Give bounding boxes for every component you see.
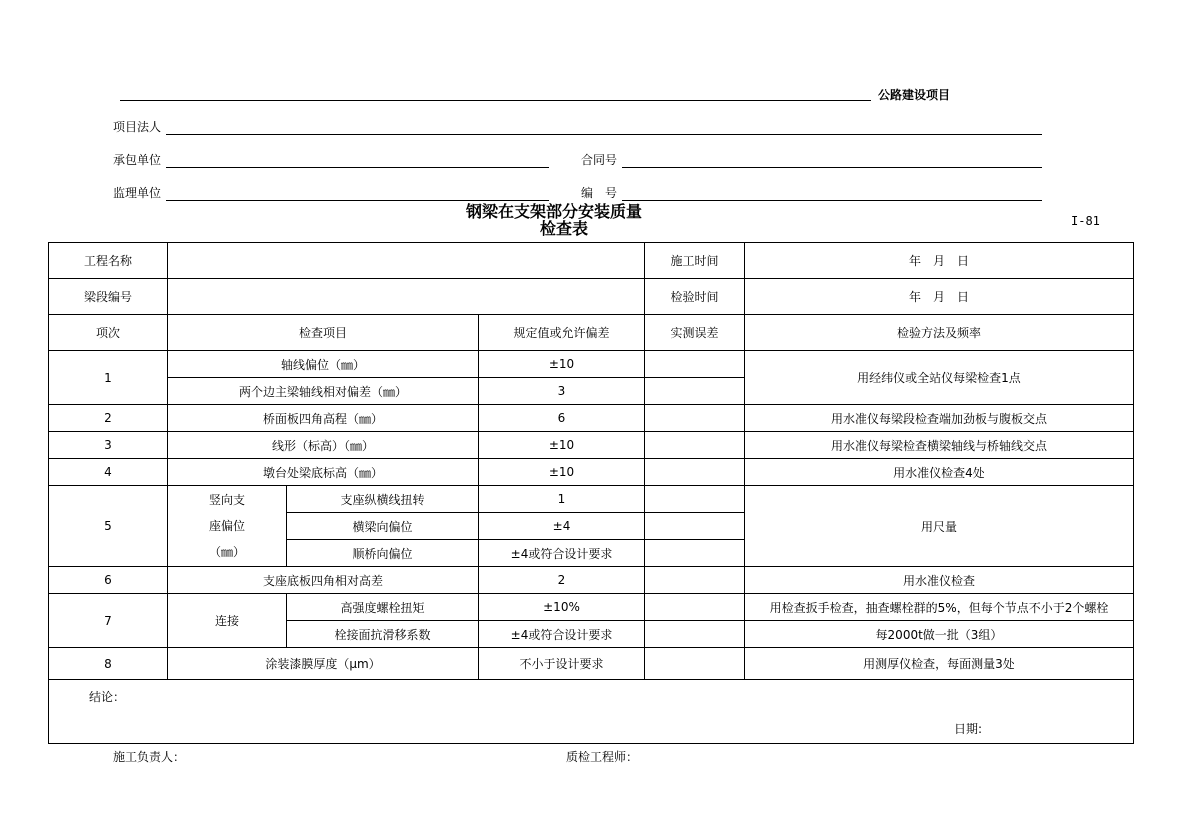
spec-value: 6 xyxy=(479,405,645,432)
project-name-line xyxy=(120,100,871,101)
table-row xyxy=(49,279,1134,315)
header-method: 检验方法及频率 xyxy=(745,315,1134,351)
group-label-line3: （㎜） xyxy=(208,545,245,559)
header-item-no: 项次 xyxy=(49,315,168,351)
inspection-time-value[interactable]: 年 月 日 xyxy=(745,279,1134,315)
date-label: 日期: xyxy=(954,722,983,736)
check-item: 轴线偏位（㎜） xyxy=(168,351,479,378)
check-item: 支座底板四角相对高差 xyxy=(168,567,479,594)
table-row xyxy=(49,567,1134,594)
method-cell: 用水准仪每梁检查横梁轴线与桥轴线交点 xyxy=(745,432,1134,459)
measured-cell[interactable] xyxy=(645,648,745,680)
owner-field[interactable] xyxy=(166,134,1042,135)
check-item: 两个边主梁轴线相对偏差（㎜） xyxy=(168,378,479,405)
method-cell: 用检查扳手检查，抽查螺栓群的5%，但每个节点不小于2个螺栓 xyxy=(745,594,1134,621)
contract-no-label: 合同号 xyxy=(581,153,618,167)
item-no: 4 xyxy=(49,459,168,486)
measured-cell[interactable] xyxy=(645,432,745,459)
measured-cell[interactable] xyxy=(645,378,745,405)
number-label: 编 号 xyxy=(581,186,618,200)
group-cell: 连接 xyxy=(168,594,287,648)
contract-no-field[interactable] xyxy=(622,167,1042,168)
spec-value: ±10% xyxy=(479,594,645,621)
table-row xyxy=(49,243,1134,279)
number-field[interactable] xyxy=(622,200,1042,201)
check-item: 墩台处梁底标高（㎜） xyxy=(168,459,479,486)
check-item: 栓接面抗滑移系数 xyxy=(287,621,479,648)
header-spec: 规定值或允许偏差 xyxy=(479,315,645,351)
method-cell: 用水准仪检查 xyxy=(745,567,1134,594)
construction-time-label: 施工时间 xyxy=(645,243,745,279)
measured-cell[interactable] xyxy=(645,459,745,486)
method-cell: 每2000t做一批（3组） xyxy=(745,621,1134,648)
method-cell: 用尺量 xyxy=(745,486,1134,567)
method-cell: 用经纬仪或全站仪每梁检查1点 xyxy=(745,351,1134,405)
check-item: 涂装漆膜厚度（μm） xyxy=(168,648,479,680)
item-no: 6 xyxy=(49,567,168,594)
form-title-line1: 钢梁在支架部分安装质量 xyxy=(466,202,643,221)
measured-cell[interactable] xyxy=(645,594,745,621)
check-item: 线形（标高）（㎜） xyxy=(168,432,479,459)
table-row xyxy=(49,594,1134,621)
table-row xyxy=(49,405,1134,432)
table-row xyxy=(49,648,1134,680)
measured-cell[interactable] xyxy=(645,351,745,378)
spec-value: 2 xyxy=(479,567,645,594)
item-no: 5 xyxy=(49,486,168,567)
table-row xyxy=(49,351,1134,378)
conclusion-cell[interactable] xyxy=(49,680,1134,744)
spec-value: ±10 xyxy=(479,459,645,486)
spec-value: ±4 xyxy=(479,513,645,540)
segment-no-value[interactable] xyxy=(168,279,645,315)
item-no: 7 xyxy=(49,594,168,648)
check-item: 横梁向偏位 xyxy=(287,513,479,540)
conclusion-row xyxy=(49,680,1134,744)
spec-value: ±4或符合设计要求 xyxy=(479,540,645,567)
project-name-value[interactable] xyxy=(168,243,645,279)
method-cell: 用测厚仪检查，每面测量3处 xyxy=(745,648,1134,680)
form-number: I-81 xyxy=(1071,214,1100,228)
item-no: 8 xyxy=(49,648,168,680)
group-label-line1: 竖向支 xyxy=(208,493,245,507)
spec-value: ±10 xyxy=(479,432,645,459)
inspection-table xyxy=(48,242,1134,744)
contractor-field[interactable] xyxy=(166,167,549,168)
measured-cell[interactable] xyxy=(645,540,745,567)
inspection-time-label: 检验时间 xyxy=(645,279,745,315)
owner-label: 项目法人 xyxy=(113,120,162,134)
method-cell: 用水准仪检查4处 xyxy=(745,459,1134,486)
measured-cell[interactable] xyxy=(645,621,745,648)
measured-cell[interactable] xyxy=(645,486,745,513)
spec-value: 1 xyxy=(479,486,645,513)
item-no: 3 xyxy=(49,432,168,459)
supervisor-field[interactable] xyxy=(166,200,549,201)
spec-value: ±10 xyxy=(479,351,645,378)
group-cell xyxy=(168,486,287,567)
header-measured: 实测误差 xyxy=(645,315,745,351)
group-label-line2: 座偏位 xyxy=(208,519,245,533)
check-item: 顺桥向偏位 xyxy=(287,540,479,567)
construction-lead-label: 施工负责人： xyxy=(113,750,186,764)
check-item: 支座纵横线扭转 xyxy=(287,486,479,513)
spec-value: 3 xyxy=(479,378,645,405)
item-no: 1 xyxy=(49,351,168,405)
measured-cell[interactable] xyxy=(645,567,745,594)
conclusion-label: 结论： xyxy=(89,690,126,704)
measured-cell[interactable] xyxy=(645,405,745,432)
item-no: 2 xyxy=(49,405,168,432)
table-row xyxy=(49,432,1134,459)
measured-cell[interactable] xyxy=(645,513,745,540)
project-suffix: 公路建设项目 xyxy=(878,88,951,102)
spec-value: ±4或符合设计要求 xyxy=(479,621,645,648)
check-item: 高强度螺栓扭矩 xyxy=(287,594,479,621)
check-item: 桥面板四角高程（㎜） xyxy=(168,405,479,432)
method-cell: 用水准仪每梁段检查端加劲板与腹板交点 xyxy=(745,405,1134,432)
contractor-label: 承包单位 xyxy=(113,153,162,167)
table-row xyxy=(49,486,1134,513)
header-check-item: 检查项目 xyxy=(168,315,479,351)
table-header-row xyxy=(49,315,1134,351)
qc-engineer-label: 质检工程师： xyxy=(566,750,639,764)
construction-time-value[interactable]: 年 月 日 xyxy=(745,243,1134,279)
spec-value: 不小于设计要求 xyxy=(479,648,645,680)
segment-no-label: 梁段编号 xyxy=(49,279,168,315)
form-title-line2: 检查表 xyxy=(540,219,589,238)
table-row xyxy=(49,459,1134,486)
project-name-label: 工程名称 xyxy=(49,243,168,279)
supervisor-label: 监理单位 xyxy=(113,186,162,200)
